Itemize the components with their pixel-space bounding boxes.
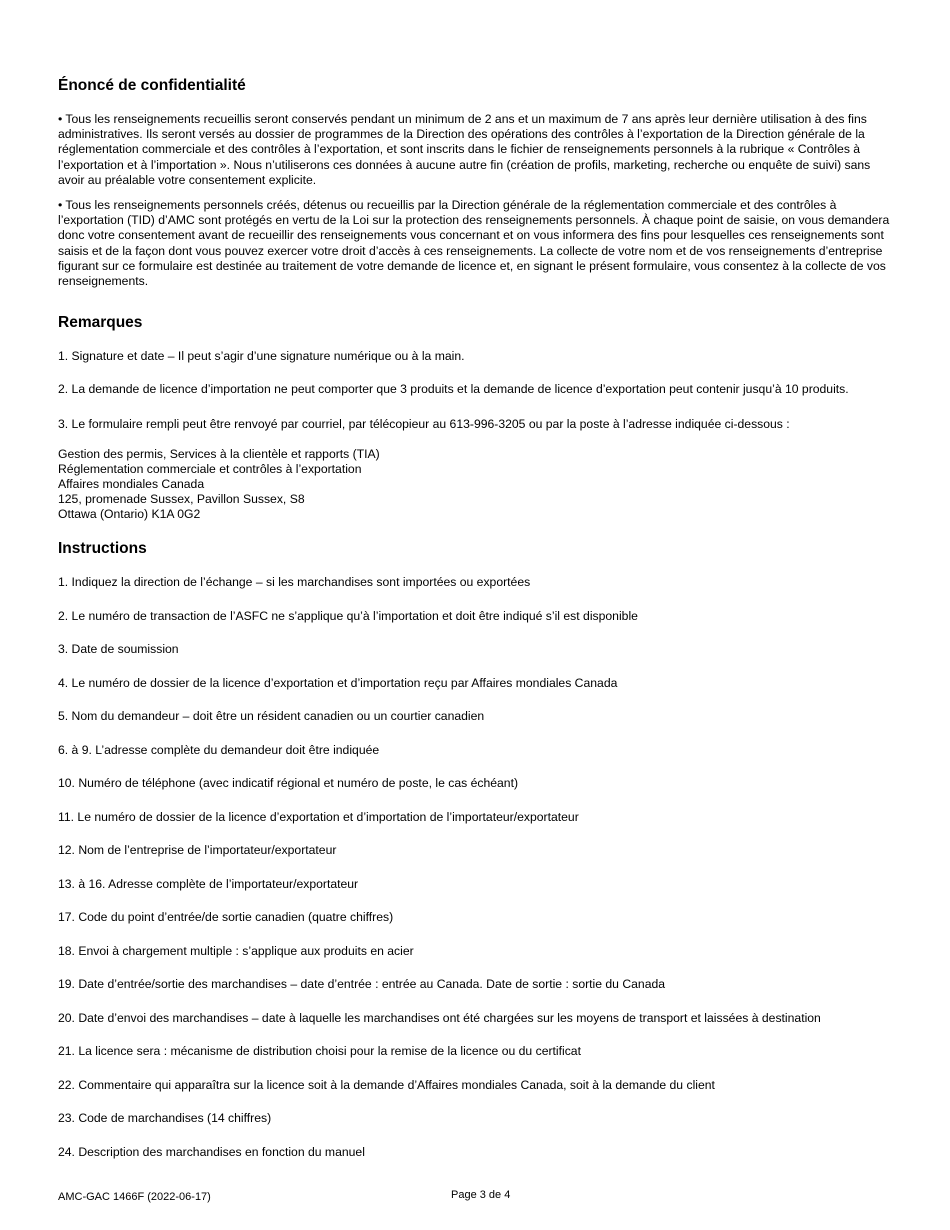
instruction-item: 13. à 16. Adresse complète de l’importateur/exportateur: [58, 877, 359, 891]
privacy-paragraph-1: • Tous les renseignements recueillis seront conservés pendant un minimum de 2 ans et un maximum de 7 ans après leur dernière utilisation à des fins administratives. Ils seront versés au dossier de programmes de la Direction des opérations des contrôles à l’exportation de la Direction générale de la réglementation commerciale et des contrôles à l’exportation, et sont inscrits dans le fichier de renseignements personnels à la rubrique « Contrôles à l’exportation et à l’importation ». Nous n’utiliserons ces données à aucune autre fin (création de profils, marketing, recherche ou enquête de suivi) sans avoir au préalable votre consentement explicite.: [58, 112, 871, 187]
instruction-item: 17. Code du point d’entrée/de sortie canadien (quatre chiffres): [58, 910, 394, 924]
instruction-item: 6. à 9. L’adresse complète du demandeur doit être indiquée: [58, 743, 380, 757]
remark-item: 2. La demande de licence d’importation ne peut comporter que 3 produits et la demande de licence d’exportation peut contenir jusqu’à 10 produits.: [58, 382, 849, 396]
instruction-item: 1. Indiquez la direction de l’échange – si les marchandises sont importées ou exportées: [58, 575, 531, 589]
address-line: Ottawa (Ontario) K1A 0G2: [58, 507, 201, 521]
instruction-item: 11. Le numéro de dossier de la licence d’exportation et d’importation de l’importateur/exportateur: [58, 810, 579, 824]
address-line: 125, promenade Sussex, Pavillon Sussex, S8: [58, 492, 305, 506]
privacy-heading: Énoncé de confidentialité: [58, 77, 246, 94]
instruction-item: 20. Date d’envoi des marchandises – date à laquelle les marchandises ont été chargées sur les moyens de transport et laissées à destination: [58, 1011, 821, 1025]
instruction-item: 10. Numéro de téléphone (avec indicatif régional et numéro de poste, le cas échéant): [58, 776, 519, 790]
instruction-item: 19. Date d’entrée/sortie des marchandises – date d’entrée : entrée au Canada. Date de sortie : sortie du Canada: [58, 977, 666, 991]
privacy-paragraph-2: • Tous les renseignements personnels créés, détenus ou recueillis par la Direction générale de la réglementation commerciale et des contrôles à l’exportation (TID) d’AMC sont protégés en vertu de la Loi sur la protection des renseignements personnels. À chaque point de saisie, on vous demandera donc votre consentement avant de recueillir des renseignements vous concernant et on vous informera des fins pour lesquelles ces renseignements sont saisis et de la façon dont vous pouvez exercer votre droit d’accès à ces renseignements. La collecte de votre nom et de vos renseignements d’entreprise figurant sur ce formulaire est destinée au traitement de votre demande de licence et, en signant le présent formulaire, vous consentez à la collecte de vos renseignements.: [58, 198, 890, 289]
instruction-item: 23. Code de marchandises (14 chiffres): [58, 1111, 272, 1125]
instruction-item: 24. Description des marchandises en fonction du manuel: [58, 1145, 365, 1159]
address-line: Affaires mondiales Canada: [58, 477, 205, 491]
instruction-item: 2. Le numéro de transaction de l’ASFC ne s’applique qu’à l’importation et doit être indiqué s’il est disponible: [58, 609, 638, 623]
remark-item: 1. Signature et date – Il peut s’agir d’une signature numérique ou à la main.: [58, 349, 465, 363]
instruction-item: 21. La licence sera : mécanisme de distribution choisi pour la remise de la licence ou du certificat: [58, 1044, 581, 1058]
instruction-item: 4. Le numéro de dossier de la licence d’exportation et d’importation reçu par Affaires mondiales Canada: [58, 676, 618, 690]
instructions-heading: Instructions: [58, 540, 147, 557]
page-number: Page 3 de 4: [451, 1189, 511, 1201]
remarks-heading: Remarques: [58, 314, 143, 331]
instruction-item: 3. Date de soumission: [58, 642, 179, 656]
instruction-item: 22. Commentaire qui apparaîtra sur la licence soit à la demande d’Affaires mondiales Canada, soit à la demande du client: [58, 1078, 715, 1092]
instruction-item: 18. Envoi à chargement multiple : s’applique aux produits en acier: [58, 944, 414, 958]
remark-item: 3. Le formulaire rempli peut être renvoyé par courriel, par télécopieur au 613-996-3205 ou par la poste à l’adresse indiquée ci-dessous :: [58, 417, 790, 431]
address-line: Réglementation commerciale et contrôles à l’exportation: [58, 462, 362, 476]
address-line: Gestion des permis, Services à la clientèle et rapports (TIA): [58, 447, 380, 461]
instruction-item: 12. Nom de l’entreprise de l’importateur/exportateur: [58, 843, 337, 857]
form-id: AMC-GAC 1466F (2022-06-17): [58, 1191, 211, 1203]
instruction-item: 5. Nom du demandeur – doit être un résident canadien ou un courtier canadien: [58, 709, 485, 723]
